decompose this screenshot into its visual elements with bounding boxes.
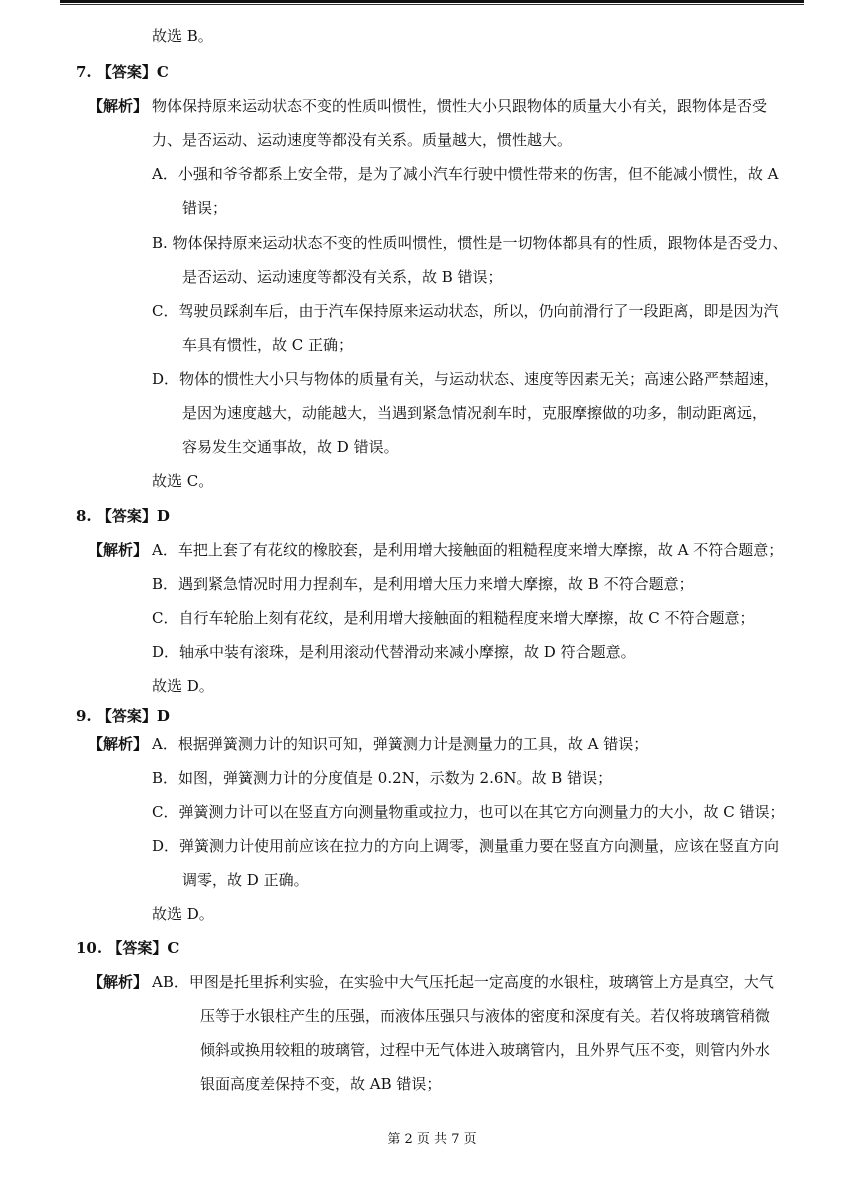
header-rule	[60, 0, 804, 6]
page-footer: 第 2 页 共 7 页	[387, 1132, 477, 1147]
text-line: C．自行车轮胎上刻有花纹，是利用增大接触面的粗糙程度来增大摩擦，故 C 不符合题意；	[152, 609, 755, 627]
text-line: 故选 D。	[152, 677, 214, 695]
question-9-answer: 9. 【答案】D	[76, 707, 170, 725]
text-line: 银面高度差保持不变，故 AB 错误；	[200, 1075, 442, 1093]
text-line: B．遇到紧急情况时用力捏刹车，是利用增大压力来增大摩擦，故 B 不符合题意；	[152, 575, 694, 593]
text-line: D．轴承中装有滚珠，是利用滚动代替滑动来减小摩擦，故 D 符合题意。	[152, 643, 636, 661]
text-line: 故选 D。	[152, 905, 214, 923]
question-7-answer: 7. 【答案】C	[76, 63, 169, 81]
text-line: D．物体的惯性大小只与物体的质量有关，与运动状态、速度等因素无关；高速公路严禁超速，	[152, 370, 780, 388]
text-line: B．如图，弹簧测力计的分度值是 0.2N，示数为 2.6N。故 B 错误；	[152, 769, 613, 787]
text-line: 倾斜或换用较粗的玻璃管，过程中无气体进入玻璃管内，且外界气压不变，则管内外水	[200, 1041, 771, 1059]
analysis-tag: 【解析】	[88, 735, 149, 753]
text-line: 车具有惯性，故 C 正确；	[182, 336, 354, 354]
text-line: 故选 B。	[152, 27, 213, 45]
analysis-tag: 【解析】	[88, 541, 149, 559]
text-line: A．小强和爷爷都系上安全带，是为了减小汽车行驶中惯性带来的伤害，但不能减小惯性，故 A	[152, 165, 779, 183]
text-line: 调零，故 D 正确。	[182, 871, 309, 889]
text-line: 物体保持原来运动状态不变的性质叫惯性，惯性大小只跟物体的质量大小有关，跟物体是否受	[152, 97, 768, 115]
text-line: 力、是否运动、运动速度等都没有关系。质量越大，惯性越大。	[152, 131, 573, 149]
text-line: 压等于水银柱产生的压强，而液体压强只与液体的密度和深度有关。若仅将玻璃管稍微	[200, 1007, 771, 1025]
question-10-answer: 10. 【答案】C	[76, 939, 180, 957]
text-line: D．弹簧测力计使用前应该在拉力的方向上调零，测量重力要在竖直方向测量，应该在竖直方向	[152, 837, 780, 855]
text-line: AB．甲图是托里拆利实验，在实验中大气压托起一定高度的水银柱，玻璃管上方是真空，大气	[152, 973, 774, 991]
text-line: A．根据弹簧测力计的知识可知，弹簧测力计是测量力的工具，故 A 错误；	[152, 735, 649, 753]
text-line: 是因为速度越大，动能越大，当遇到紧急情况刹车时，克服摩擦做的功多，制动距离远，	[182, 404, 768, 422]
text-line: A．车把上套了有花纹的橡胶套，是利用增大接触面的粗糙程度来增大摩擦，故 A 不符合题意；	[152, 541, 784, 559]
text-line: C．弹簧测力计可以在竖直方向测量物重或拉力，也可以在其它方向测量力的大小，故 C 错误；	[152, 803, 785, 821]
analysis-tag: 【解析】	[88, 973, 149, 991]
text-line: B. 物体保持原来运动状态不变的性质叫惯性，惯性是一切物体都具有的性质，跟物体是否受力、	[152, 234, 788, 252]
text-line: C．驾驶员踩刹车后，由于汽车保持原来运动状态，所以，仍向前滑行了一段距离，即是因为汽	[152, 302, 779, 320]
text-line: 故选 C。	[152, 472, 214, 490]
header-bar	[60, 0, 804, 3]
text-line: 容易发生交通事故，故 D 错误。	[182, 438, 399, 456]
text-line: 是否运动、运动速度等都没有关系，故 B 错误；	[182, 268, 503, 286]
header-underline	[60, 4, 804, 5]
text-line: 错误；	[182, 199, 228, 217]
analysis-tag: 【解析】	[88, 97, 149, 115]
question-8-answer: 8. 【答案】D	[76, 507, 170, 525]
